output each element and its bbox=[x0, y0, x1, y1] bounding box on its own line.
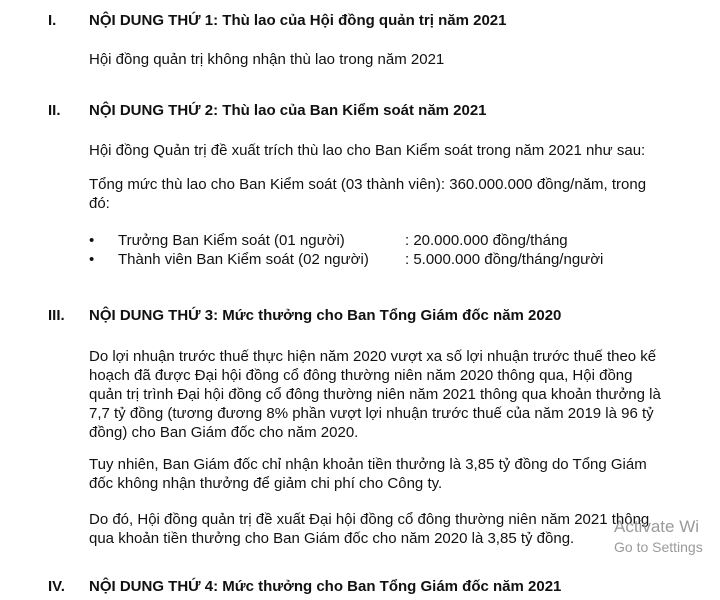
section-3-paragraph-1: Do lợi nhuận trước thuế thực hiện năm 2020 vượt xa số lợi nhuận trước thuế theo kế hoạch đã được Đại hội đồng cổ đông thường niên năm 2020 thông qua, Hội đồng quản trị trình Đại hội đồng cổ đông thường niên năm 2021 thông qua khoản thưởng là 7,7 tỷ đồng (tương đương 8% phần vượt lợi nhuận trước thuế của năm 2019 là 96 tỷ đồng) cho Ban Giám đốc cho năm 2020. bbox=[89, 348, 661, 441]
section-3-paragraph-3: Do đó, Hội đồng quản trị đề xuất Đại hội đồng cổ đông thường niên năm 2021 thông qua khoản tiền thưởng cho Ban Giám đốc cho năm 2020 là 3,85 tỷ đồng. bbox=[89, 511, 650, 547]
section-number: IV. bbox=[48, 578, 65, 595]
section-2-bullet-list bbox=[89, 231, 689, 269]
bullet-label: Thành viên Ban Kiểm soát (02 người) bbox=[118, 251, 369, 268]
bullet-label: Trưởng Ban Kiểm soát (01 người) bbox=[118, 232, 345, 249]
section-number: II. bbox=[48, 102, 61, 119]
section-2-paragraph-1: Hội đồng Quản trị đề xuất trích thù lao cho Ban Kiểm soát trong năm 2021 như sau: bbox=[89, 142, 646, 159]
list-item bbox=[89, 250, 689, 269]
watermark-line-2: Go to Settings bbox=[614, 539, 703, 555]
bullet-value: : 20.000.000 đồng/tháng bbox=[405, 232, 568, 249]
bullet-dot-icon: • bbox=[89, 251, 95, 268]
bullet-dot-icon: • bbox=[89, 232, 95, 249]
section-title: NỘI DUNG THỨ 2: Thù lao của Ban Kiểm soát năm 2021 bbox=[89, 102, 487, 119]
section-number: I. bbox=[48, 12, 57, 29]
section-title: NỘI DUNG THỨ 3: Mức thưởng cho Ban Tổng Giám đốc năm 2020 bbox=[89, 307, 562, 324]
section-3-paragraph-2: Tuy nhiên, Ban Giám đốc chỉ nhận khoản tiền thưởng là 3,85 tỷ đồng do Tổng Giám đốc không nhận thưởng để giảm chi phí cho Công ty. bbox=[89, 456, 647, 492]
section-4-heading bbox=[0, 578, 720, 600]
bullet-value: : 5.000.000 đồng/tháng/người bbox=[405, 251, 604, 268]
watermark-line-1: Activate Wi bbox=[614, 517, 700, 536]
activation-watermark bbox=[614, 516, 703, 556]
list-item bbox=[89, 231, 689, 250]
section-title: NỘI DUNG THỨ 4: Mức thưởng cho Ban Tổng Giám đốc năm 2021 bbox=[89, 578, 562, 595]
section-1-heading bbox=[0, 12, 720, 34]
section-2-paragraph-2: Tổng mức thù lao cho Ban Kiểm soát (03 thành viên): 360.000.000 đồng/năm, trong đó: bbox=[89, 176, 647, 212]
section-1-paragraph: Hội đồng quản trị không nhận thù lao trong năm 2021 bbox=[89, 51, 445, 68]
section-number: III. bbox=[48, 307, 65, 324]
section-2-heading bbox=[0, 102, 720, 124]
section-title: NỘI DUNG THỨ 1: Thù lao của Hội đồng quản trị năm 2021 bbox=[89, 12, 507, 29]
section-3-heading bbox=[0, 307, 720, 329]
